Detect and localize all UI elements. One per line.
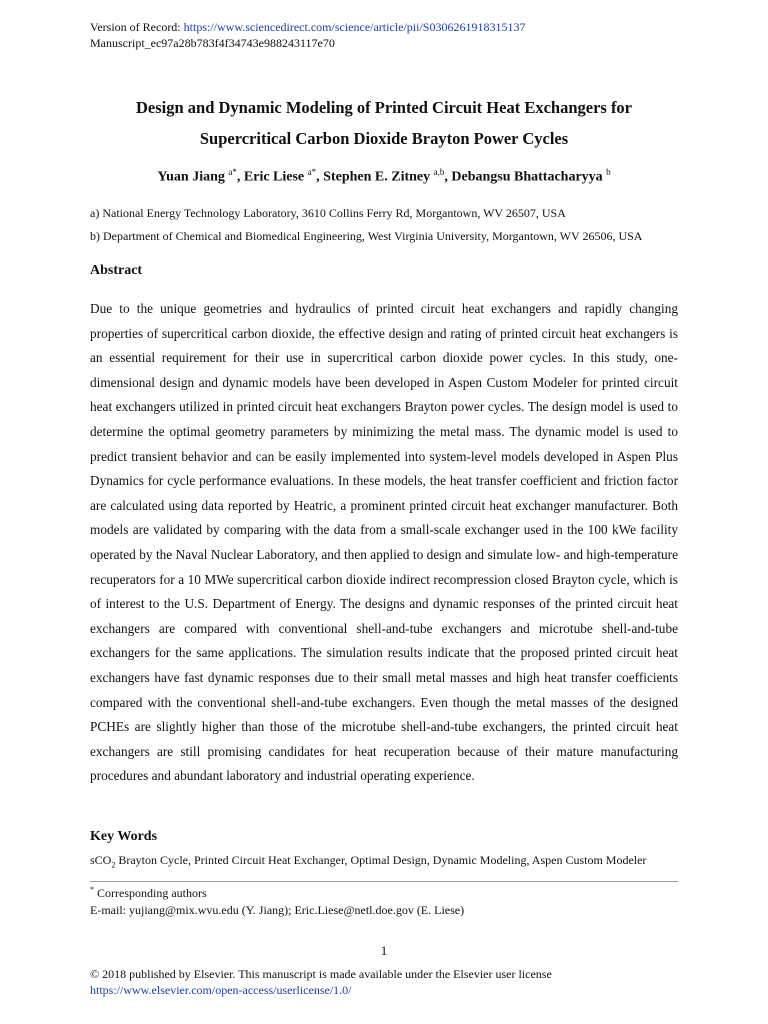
- abstract-heading: Abstract: [90, 263, 143, 278]
- footnote-corresponding-text: Corresponding authors: [94, 886, 207, 900]
- author-affiliation-mark: a,b: [433, 167, 445, 177]
- author-affiliation-mark: a*: [228, 167, 237, 177]
- page-number: 1: [380, 943, 388, 958]
- title-line-2: Supercritical Carbon Dioxide Brayton Power Cycles: [199, 129, 569, 148]
- author-affiliation-mark: b: [606, 167, 611, 177]
- license-line: © 2018 published by Elsevier. This manuscript is made available under the Elsevier user license: [90, 967, 552, 981]
- footnote-divider: [90, 881, 678, 882]
- keywords-heading: Key Words: [90, 829, 158, 844]
- author-list: [60, 167, 708, 186]
- author-separator: ,: [316, 169, 324, 185]
- manuscript-id: Manuscript_ec97a28b783f4f34743e988243117e70: [90, 36, 335, 50]
- footnote-email: E-mail: yujiang@mix.wvu.edu (Y. Jiang); Eric.Liese@netl.doe.gov (E. Liese): [90, 903, 465, 917]
- keywords-subscript: 2: [111, 860, 116, 870]
- author-affiliation-mark: a*: [307, 167, 317, 177]
- author-name: Debangsu Bhattacharyya: [451, 169, 603, 185]
- footnote-corresponding: [90, 885, 207, 901]
- version-link[interactable]: https://www.sciencedirect.com/science/article/pii/S0306261918315137: [183, 20, 526, 34]
- footnote-mark: *: [90, 885, 94, 894]
- affiliation-a: a) National Energy Technology Laboratory, 3610 Collins Ferry Rd, Morgantown, WV 26507, USA: [90, 206, 566, 220]
- author-name: Stephen E. Zitney: [323, 169, 431, 185]
- title-line-1: Design and Dynamic Modeling of Printed Circuit Heat Exchangers for: [135, 98, 633, 117]
- license-notice: [90, 966, 552, 998]
- affiliation-b: b) Department of Chemical and Biomedical Engineering, West Virginia University, Morgantown, WV 26506, USA: [90, 229, 643, 243]
- version-label: Version of Record:: [90, 20, 184, 34]
- license-link[interactable]: https://www.elsevier.com/open-access/userlicense/1.0/: [90, 983, 352, 997]
- version-line: [90, 19, 525, 35]
- author-name: Eric Liese: [243, 169, 305, 185]
- author-separator: ,: [444, 169, 452, 185]
- author-name: Yuan Jiang: [157, 169, 225, 185]
- abstract-text: Due to the unique geometries and hydraulics of printed circuit heat exchangers and rapidly changing properties of supercritical carbon dioxide, the effective design and rating of printed circuit heat exchangers is an essential requirement for their use in supercritical carbon dioxide power cycles. In this study, one-dimensional design and dynamic models have been developed in Aspen Custom Modeler for printed circuit heat exchangers utilized in printed circuit heat exchangers Brayton power cycles. The design model is used to determine the optimal geometry parameters by minimizing the metal mass. The dynamic model is used to predict transient behavior and can be easily implemented into system-level models developed in Aspen Plus Dynamics for cycle performance evaluations. In these models, the heat transfer coefficient and friction factor are calculated using data reported by Heatric, a prominent printed circuit heat exchanger manufacturer. Both models are validated by comparing with the data from a small-scale exchanger used in the 100 kWe facility operated by the Naval Nuclear Laboratory, and then applied to design and simulate low- and high-temperature recuperators for a 10 MWe supercritical carbon dioxide indirect recompression closed Brayton cycle, which is of interest to the U.S. Department of Energy. The designs and dynamic responses of the printed circuit heat exchangers are compared with conventional shell-and-tube exchangers and microtube shell-and-tube exchangers for the same applications. The simulation results indicate that the proposed printed circuit heat exchangers have fast dynamic responses due to their small metal masses and high heat transfer coefficients compared with the conventional shell-and-tube exchangers. Even though the metal masses of the designed PCHEs are slightly higher than those of the microtube shell-and-tube exchangers, the printed circuit heat exchangers are still promising candidates for heat recuperation because of their mature manufacturing procedures and abundant laboratory and industrial operating experience.: [90, 301, 678, 784]
- keywords-text: [90, 853, 646, 869]
- keywords-rest: Brayton Cycle, Printed Circuit Heat Exchanger, Optimal Design, Dynamic Modeling, Aspen Custom Modeler: [115, 853, 647, 867]
- record-header: [90, 19, 525, 51]
- paper-title: [60, 92, 708, 154]
- keywords-prefix: sCO: [90, 853, 112, 867]
- author-separator: ,: [236, 169, 244, 185]
